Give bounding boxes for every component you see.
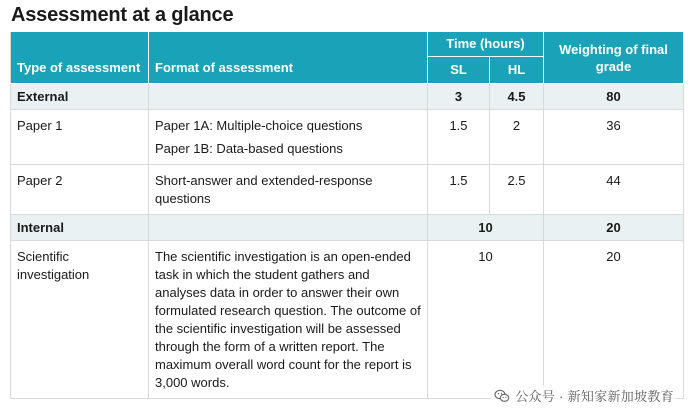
table-row-paper-1 — [11, 110, 684, 165]
header-format-of-assessment: Format of assessment — [149, 32, 428, 84]
table-row-paper-2 — [11, 165, 684, 215]
header-weighting: Weighting of final grade — [544, 32, 684, 84]
cell-scientific-time: 10 — [428, 241, 544, 399]
cell-scientific-format: The scientific investigation is an open-ended task in which the student gathers and analyses data in order to answer their own formulated research question. The outcome of the scientific investigation will be assessed through the form of a written report. The maximum overall word count for the report is 3,000 words. — [149, 241, 428, 399]
cell-external-hl: 4.5 — [490, 84, 544, 110]
cell-external-format — [149, 84, 428, 110]
header-time-hours: Time (hours) — [428, 32, 544, 57]
cell-paper2-weighting: 44 — [544, 165, 684, 215]
cell-scientific-type: Scientific investigation — [11, 241, 149, 399]
page-title: Assessment at a glance — [11, 4, 234, 26]
header-row-top — [11, 32, 684, 57]
paper1-format-line-1: Paper 1A: Multiple-choice questions — [155, 118, 363, 133]
cell-paper2-format: Short-answer and extended-response questions — [149, 165, 428, 215]
cell-paper2-type: Paper 2 — [11, 165, 149, 215]
cell-paper2-hl: 2.5 — [490, 165, 544, 215]
header-hl: HL — [490, 57, 544, 84]
cell-scientific-weighting: 20 — [544, 241, 684, 399]
cell-paper1-weighting: 36 — [544, 110, 684, 165]
cell-external-weighting: 80 — [544, 84, 684, 110]
cell-paper1-format — [149, 110, 428, 165]
wechat-icon — [494, 388, 510, 404]
table-row-external — [11, 84, 684, 110]
cell-paper2-sl: 1.5 — [428, 165, 490, 215]
cell-external-type: External — [11, 84, 149, 110]
cell-internal-format — [149, 215, 428, 241]
cell-external-sl: 3 — [428, 84, 490, 110]
table-row-scientific-investigation — [11, 241, 684, 399]
cell-internal-type: Internal — [11, 215, 149, 241]
header-type-of-assessment: Type of assessment — [11, 32, 149, 84]
table-row-internal — [11, 215, 684, 241]
cell-internal-time: 10 — [428, 215, 544, 241]
header-sl: SL — [428, 57, 490, 84]
assessment-table — [10, 32, 684, 399]
watermark-text: 公众号 · 新知家新加坡教育 — [515, 389, 674, 404]
assessment-table-wrapper — [10, 32, 683, 399]
cell-paper1-sl: 1.5 — [428, 110, 490, 165]
cell-internal-weighting: 20 — [544, 215, 684, 241]
watermark — [491, 385, 677, 406]
cell-paper1-hl: 2 — [490, 110, 544, 165]
paper1-format-line-2: Paper 1B: Data-based questions — [155, 141, 343, 156]
table-header — [11, 32, 684, 84]
cell-paper1-type: Paper 1 — [11, 110, 149, 165]
table-body — [11, 84, 684, 399]
